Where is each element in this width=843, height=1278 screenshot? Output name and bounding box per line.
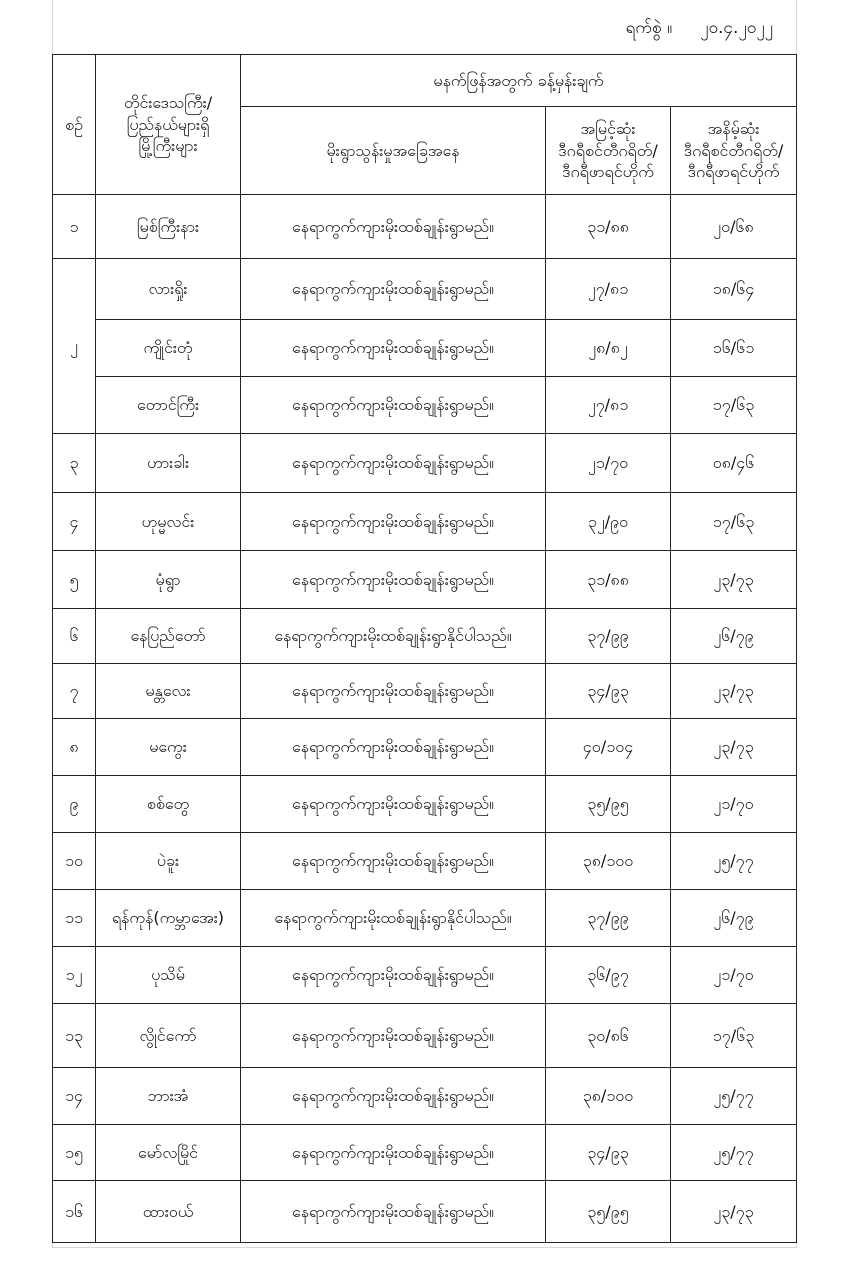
cell-no: ၁၁ [53,890,96,947]
header-min-temp: အနိမ့်ဆုံး ဒီဂရီစင်တီဂရိတ်/ ဒီဂရီဖာရင်ဟိုက် [671,107,797,195]
cell-region: ကျိုင်းတုံ [96,320,241,377]
cell-no: ၈ [53,719,96,776]
cell-region: မန္တလေး [96,664,241,719]
table-row [53,719,797,776]
cell-min-temp: ၂၁/၇၀ [671,947,797,1004]
cell-condition: နေရာကွက်ကျားမိုးထစ်ချုန်းရွာမည်။ [241,1068,546,1125]
cell-no: ၁၃ [53,1004,96,1068]
table-row [53,776,797,833]
cell-min-temp: ၂၀/၆၈ [671,195,797,259]
forecast-table [52,54,797,1243]
table-row [53,1125,797,1181]
header-forecast-group: မနက်ဖြန်အတွက် ခန့်မှန်းချက် [241,55,797,107]
cell-max-temp: ၃၄/၉၃ [546,1125,671,1181]
cell-condition: နေရာကွက်ကျားမိုးထစ်ချုန်းရွာနိုင်ပါသည်။ [241,609,546,664]
cell-min-temp: ၂၃/၇၃ [671,719,797,776]
cell-max-temp: ၃၁/၈၈ [546,551,671,609]
cell-no: ၁၄ [53,1068,96,1125]
cell-condition: နေရာကွက်ကျားမိုးထစ်ချုန်းရွာမည်။ [241,434,546,493]
cell-region: ထားဝယ် [96,1181,241,1243]
cell-max-temp: ၂၇/၈၁ [546,377,671,434]
cell-max-temp: ၃၀/၈၆ [546,1004,671,1068]
table-row [53,259,797,320]
cell-max-temp: ၃၈/၁၀၀ [546,1068,671,1125]
cell-min-temp: ၁၆/၆၁ [671,320,797,377]
date-label: ရက်စွဲ ။ [625,17,673,38]
cell-min-temp: ၁၈/၆၄ [671,259,797,320]
cell-max-temp: ၃၆/၉၇ [546,947,671,1004]
cell-condition: နေရာကွက်ကျားမိုးထစ်ချုန်းရွာမည်။ [241,259,546,320]
cell-min-temp: ၀၈/၄၆ [671,434,797,493]
cell-max-temp: ၃၄/၉၃ [546,664,671,719]
cell-min-temp: ၁၇/၆၃ [671,377,797,434]
cell-min-temp: ၂၆/၇၉ [671,609,797,664]
cell-min-temp: ၂၁/၇၀ [671,776,797,833]
cell-region: မုံရွာ [96,551,241,609]
cell-no: ၁၂ [53,947,96,1004]
cell-max-temp: ၃၅/၉၅ [546,776,671,833]
cell-region: နေပြည်တော် [96,609,241,664]
table-body [53,195,797,1243]
cell-no: ၉ [53,776,96,833]
cell-condition: နေရာကွက်ကျားမိုးထစ်ချုန်းရွာမည်။ [241,320,546,377]
cell-region: တောင်ကြီး [96,377,241,434]
cell-region: ဘားအံ [96,1068,241,1125]
cell-max-temp: ၃၇/၉၉ [546,609,671,664]
table-row [53,1181,797,1243]
cell-region: စစ်တွေ [96,776,241,833]
table-row [53,377,797,434]
cell-no: ၄ [53,493,96,551]
cell-region: လွိုင်ကော် [96,1004,241,1068]
cell-condition: နေရာကွက်ကျားမိုးထစ်ချုန်းရွာမည်။ [241,195,546,259]
cell-condition: နေရာကွက်ကျားမိုးထစ်ချုန်းရွာမည်။ [241,947,546,1004]
cell-no: ၁၀ [53,833,96,890]
cell-condition: နေရာကွက်ကျားမိုးထစ်ချုန်းရွာမည်။ [241,493,546,551]
cell-max-temp: ၃၈/၁၀၀ [546,833,671,890]
cell-region: မြစ်ကြီးနား [96,195,241,259]
cell-region: ဟားခါး [96,434,241,493]
cell-region: လားရှိုး [96,259,241,320]
header-max-temp: အမြင့်ဆုံး ဒီဂရီစင်တီဂရိတ်/ ဒီဂရီဖာရင်ဟိုက် [546,107,671,195]
cell-min-temp: ၂၅/၇၇ [671,1125,797,1181]
cell-min-temp: ၂၅/၇၇ [671,833,797,890]
cell-min-temp: ၂၅/၇၇ [671,1068,797,1125]
cell-min-temp: ၁၇/၆၃ [671,1004,797,1068]
table-row [53,609,797,664]
cell-min-temp: ၂၆/၇၉ [671,890,797,947]
table-row [53,493,797,551]
cell-condition: နေရာကွက်ကျားမိုးထစ်ချုန်းရွာမည်။ [241,664,546,719]
cell-no: ၃ [53,434,96,493]
cell-condition: နေရာကွက်ကျားမိုးထစ်ချုန်းရွာမည်။ [241,833,546,890]
table-row [53,833,797,890]
header-condition: မိုးရွာသွန်းမှုအခြေအနေ [241,107,546,195]
cell-condition: နေရာကွက်ကျားမိုးထစ်ချုန်းရွာမည်။ [241,1181,546,1243]
cell-region: ရန်ကုန်(ကမ္ဘာအေး) [96,890,241,947]
table-row [53,1068,797,1125]
date-value: ၂၀.၄.၂၀၂၂ [700,17,773,38]
cell-no: ၁၅ [53,1125,96,1181]
cell-min-temp: ၂၃/၇၃ [671,664,797,719]
header-region: တိုင်းဒေသကြီး/ ပြည်နယ်များရှိ မြို့ကြီးများ [96,55,241,195]
cell-no: ၆ [53,609,96,664]
cell-region: ပုသိမ် [96,947,241,1004]
cell-min-temp: ၁၇/၆၃ [671,493,797,551]
header-no: စဉ် [53,55,96,195]
cell-condition: နေရာကွက်ကျားမိုးထစ်ချုန်းရွာမည်။ [241,551,546,609]
cell-max-temp: ၃၁/၈၈ [546,195,671,259]
cell-max-temp: ၃၂/၉၀ [546,493,671,551]
cell-condition: နေရာကွက်ကျားမိုးထစ်ချုန်းရွာမည်။ [241,776,546,833]
table-row [53,551,797,609]
cell-no: ၁၆ [53,1181,96,1243]
table-row [53,1004,797,1068]
table-row [53,664,797,719]
cell-max-temp: ၂၇/၈၁ [546,259,671,320]
cell-region: မကွေး [96,719,241,776]
cell-max-temp: ၄၀/၁၀၄ [546,719,671,776]
cell-no: ၁ [53,195,96,259]
table-row [53,890,797,947]
table-row [53,434,797,493]
cell-condition: နေရာကွက်ကျားမိုးထစ်ချုန်းရွာမည်။ [241,377,546,434]
cell-region: ဟုမ္မလင်း [96,493,241,551]
cell-condition: နေရာကွက်ကျားမိုးထစ်ချုန်းရွာနိုင်ပါသည်။ [241,890,546,947]
cell-min-temp: ၂၃/၇၃ [671,1181,797,1243]
cell-no: ၅ [53,551,96,609]
cell-region: မော်လမြိုင် [96,1125,241,1181]
cell-condition: နေရာကွက်ကျားမိုးထစ်ချုန်းရွာမည်။ [241,1125,546,1181]
cell-no: ၇ [53,664,96,719]
table-row [53,195,797,259]
table-row [53,320,797,377]
cell-max-temp: ၂၁/၇၀ [546,434,671,493]
cell-max-temp: ၃၅/၉၅ [546,1181,671,1243]
cell-max-temp: ၃၇/၉၉ [546,890,671,947]
cell-condition: နေရာကွက်ကျားမိုးထစ်ချုန်းရွာမည်။ [241,719,546,776]
table-row [53,947,797,1004]
cell-no: ၂ [53,259,96,434]
cell-region: ပဲခူး [96,833,241,890]
cell-max-temp: ၂၈/၈၂ [546,320,671,377]
cell-min-temp: ၂၃/၇၃ [671,551,797,609]
date-line [626,14,773,44]
cell-condition: နေရာကွက်ကျားမိုးထစ်ချုန်းရွာမည်။ [241,1004,546,1068]
